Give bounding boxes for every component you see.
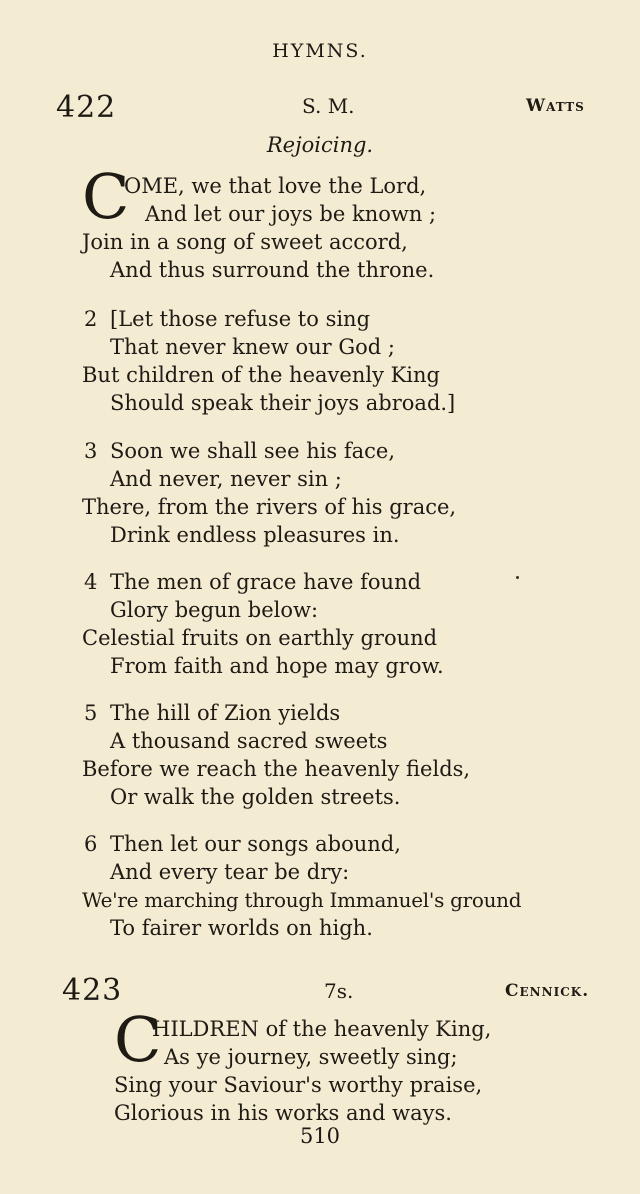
hymn-number: 422 bbox=[56, 90, 117, 125]
verse-line: Celestial fruits on earthly ground bbox=[82, 626, 438, 650]
verse-line: A thousand sacred sweets bbox=[110, 729, 388, 753]
verse-line: The men of grace have found bbox=[110, 570, 422, 594]
verse-line: But children of the heavenly King bbox=[82, 363, 440, 387]
verse-line: To fairer worlds on high. bbox=[110, 916, 373, 940]
hymn-author: Cennick. bbox=[505, 981, 590, 1001]
verse-line: And let our joys be known ; bbox=[145, 202, 437, 226]
verse-line: [Let those refuse to sing bbox=[110, 307, 371, 331]
verse-line: We're marching through Immanuel's ground bbox=[82, 888, 522, 912]
stanza-number: 6 bbox=[84, 832, 98, 856]
verse-line: As ye journey, sweetly sing; bbox=[164, 1045, 458, 1069]
stanza-number: 5 bbox=[84, 701, 98, 725]
verse-line: Should speak their joys abroad.] bbox=[110, 391, 456, 415]
hymn-meter: S. M. bbox=[302, 94, 355, 118]
verse-line: Or walk the golden streets. bbox=[110, 785, 401, 809]
stanza-number: 3 bbox=[84, 439, 98, 463]
verse-line: And every tear be dry: bbox=[110, 860, 350, 884]
drop-cap: C bbox=[82, 160, 130, 233]
verse-line: Glory begun below: bbox=[110, 598, 319, 622]
verse-line: Soon we shall see his face, bbox=[110, 439, 396, 463]
verse-line: The hill of Zion yields bbox=[110, 701, 341, 725]
hymn-title: Rejoicing. bbox=[266, 133, 374, 157]
verse-line: There, from the rivers of his grace, bbox=[82, 495, 457, 519]
verse-line: OME, we that love the Lord, bbox=[124, 174, 427, 198]
verse-line: HILDREN of the heavenly King, bbox=[152, 1017, 492, 1041]
verse-line: Then let our songs abound, bbox=[110, 832, 401, 856]
verse-line: From faith and hope may grow. bbox=[110, 654, 444, 678]
stanza-number: 2 bbox=[84, 307, 98, 331]
stanza-number: 4 bbox=[84, 570, 98, 594]
hymn-422-header bbox=[0, 90, 640, 130]
running-head: HYMNS. bbox=[272, 40, 368, 62]
page-number: 510 bbox=[299, 1124, 341, 1148]
verse-line: And never, never sin ; bbox=[110, 467, 342, 491]
verse-line: Glorious in his works and ways. bbox=[114, 1101, 452, 1125]
print-speck bbox=[516, 576, 519, 579]
hymn-author: Watts bbox=[526, 96, 585, 116]
hymn-meter: 7s. bbox=[324, 979, 354, 1003]
drop-cap: C bbox=[114, 1003, 162, 1076]
verse-line: Drink endless pleasures in. bbox=[110, 523, 400, 547]
hymn-423-header bbox=[0, 973, 640, 1013]
hymn-number: 423 bbox=[62, 973, 123, 1008]
verse-line: Sing your Saviour's worthy praise, bbox=[114, 1073, 483, 1097]
verse-line: That never knew our God ; bbox=[110, 335, 395, 359]
verse-line: Before we reach the heavenly fields, bbox=[82, 757, 471, 781]
verse-line: And thus surround the throne. bbox=[110, 258, 435, 282]
verse-line: Join in a song of sweet accord, bbox=[82, 230, 408, 254]
